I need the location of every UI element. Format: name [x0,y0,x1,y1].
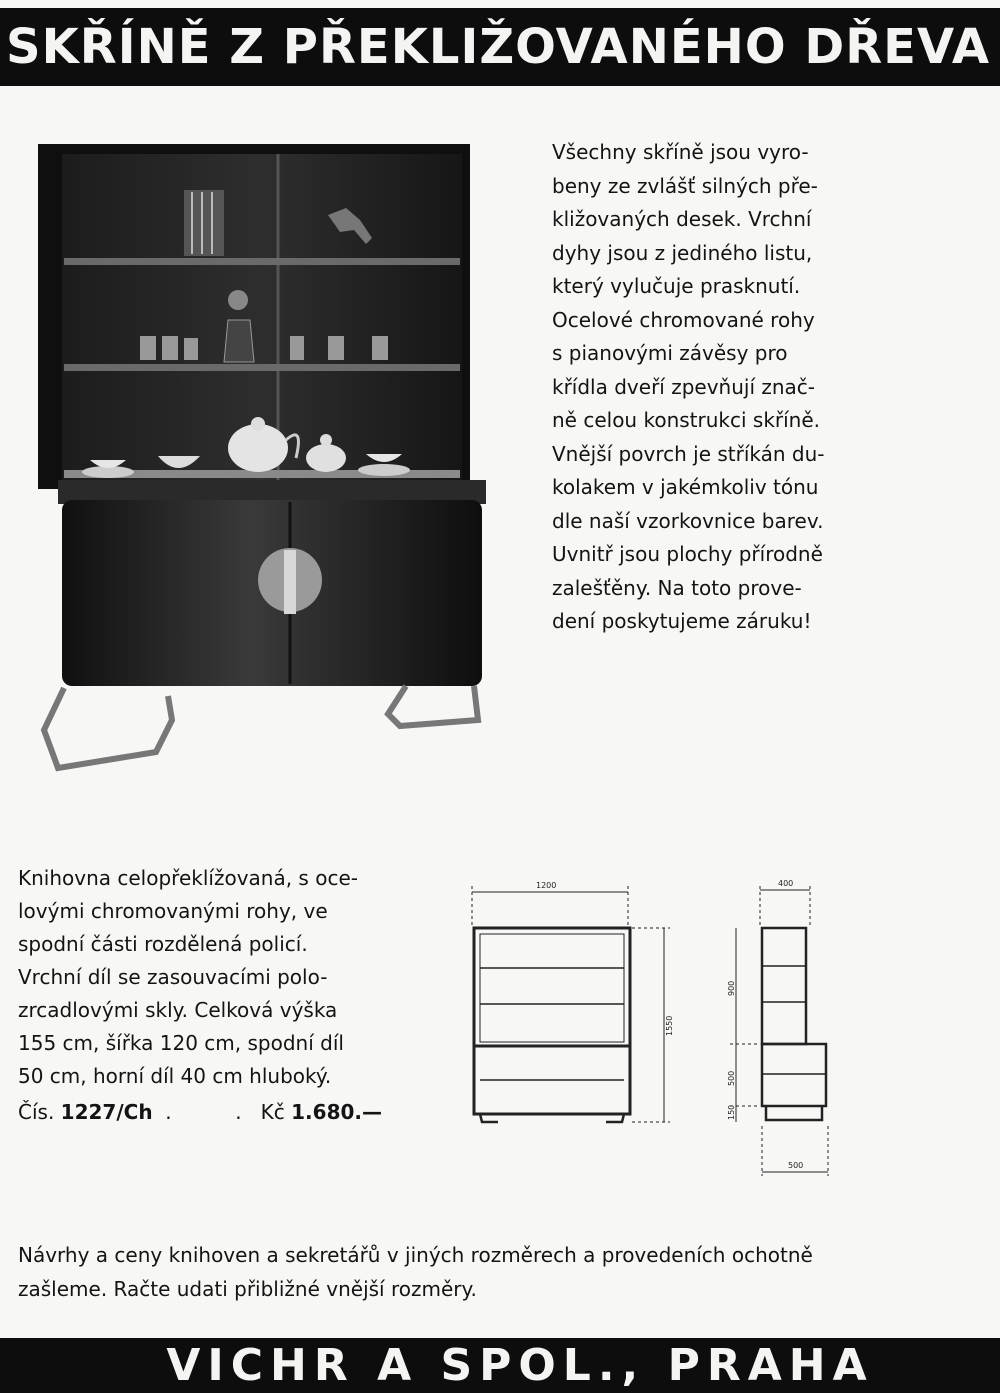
caption-line: lovými chromovanými rohy, ve [18,899,328,923]
header-banner [0,8,1000,86]
description-line: kolakem v jakémkoliv tónu [552,475,819,499]
description-line: zalešťěny. Na toto prove- [552,575,802,600]
description-line: Uvnitř jsou plochy přírodně [552,542,823,566]
cabinet-photo [28,140,493,780]
number-label: Čís. [18,1100,55,1124]
description-line: který vylučuje prasknutí. [552,274,801,298]
front-view [472,886,670,1122]
product-caption [18,862,382,1093]
description-line: Všechny skříně jsou vyro- [552,140,809,164]
caption-line: Vrchní díl se zasouvacími polo- [18,965,328,989]
description-line: dle naší vzorkovnice barev. [552,508,824,533]
height-dimension: 1550 [665,1015,674,1036]
description-line: Ocelové chromované rohy [552,307,815,332]
technical-drawing [460,876,840,1176]
price-label: Kč [260,1100,285,1124]
depth-top-dimension: 400 [778,879,794,888]
description-line: ně celou konstrukci skříně. [552,408,821,432]
description-line: Vnější povrch je stříkán du- [552,441,825,466]
footer-note [18,1238,898,1306]
product-price [235,1096,382,1129]
description-line: křídla dveří zpevňují znač- [552,374,815,399]
number-value: 1227/Ch [60,1100,153,1124]
depth-bottom-dimension: 500 [788,1161,804,1170]
price-value: 1.680.— [291,1100,382,1124]
footer-note-line: Návrhy a ceny knihoven a sekretářů v jiných rozměrech a provedeních ochotně [18,1243,813,1267]
company-name: VICHR A SPOL., PRAHA [166,1340,874,1391]
description-line: s pianovými závěsy pro [552,341,788,365]
upper-height-dimension: 900 [727,980,736,996]
lower-height-dimension: 500 [727,1070,736,1086]
company-banner [0,1338,1000,1393]
foot-height-dimension: 150 [727,1104,736,1120]
caption-line: spodní části rozdělená policí. [18,932,308,956]
description-line: dení poskytujeme záruku! [552,609,812,633]
description-line: dyhy jsou z jediného listu, [552,240,813,265]
product-number [18,1096,172,1129]
caption-line: zrcadlovými skly. Celková výška [18,998,338,1022]
footer-note-line: zašleme. Račte udati přibližné vnější rozměry. [18,1277,477,1301]
description-text [552,136,860,639]
leader-dot: . [158,1100,172,1124]
price-line [18,1096,382,1129]
page-title: SKŘÍNĚ Z PŘEKLIŽOVANÉHO DŘEVA [6,19,990,75]
caption-line: Knihovna celopřeklížovaná, s oce- [18,866,358,890]
description-line: kližovaných desek. Vrchní [552,207,812,231]
caption-line: 50 cm, horní díl 40 cm hluboký. [18,1064,332,1088]
description-line: beny ze zvlášť silných pře- [552,173,818,198]
leader-dot: . [235,1100,255,1124]
width-dimension: 1200 [536,881,557,890]
caption-line: 155 cm, šířka 120 cm, spodní díl [18,1031,344,1055]
side-view [730,886,828,1176]
